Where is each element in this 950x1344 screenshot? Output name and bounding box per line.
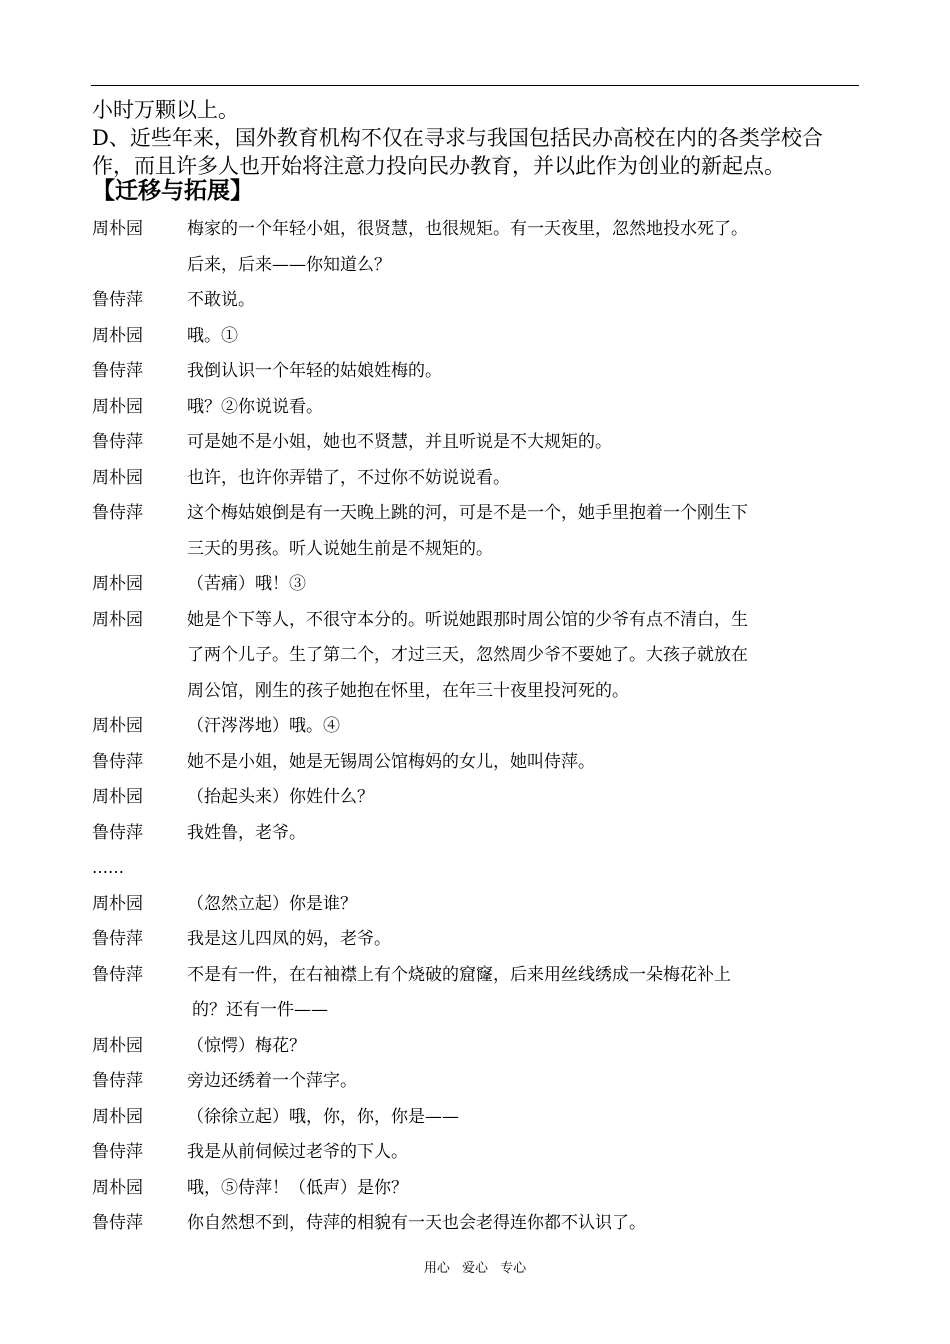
dialogue-line: 你自然想不到，侍萍的相貌有一天也会老得连你都不认识了。 [187, 1213, 646, 1233]
speaker-name: 周朴园 [92, 1178, 143, 1198]
intro-line: D、近些年来，国外教育机构不仅在寻求与我国包括民办高校在内的各类学校合 [92, 126, 823, 150]
footer-word: 专心 [500, 1261, 527, 1276]
ellipsis-text: …… [92, 858, 124, 877]
speaker-name: 鲁侍萍 [92, 965, 143, 985]
speaker-name: 周朴园 [92, 716, 143, 736]
dialogue-line: 也许，也许你弄错了，不过你不妨说说看。 [187, 468, 510, 488]
intro-line: 小时万颗以上。 [92, 98, 239, 122]
footer-word: 用心 [423, 1261, 450, 1276]
footer-word: 爱心 [461, 1261, 488, 1276]
speaker-name: 鲁侍萍 [92, 290, 143, 310]
dialogue-line: 不是有一件，在右袖襟上有个烧破的窟窿，后来用丝线绣成一朵梅花补上 [187, 965, 731, 985]
dialogue-line: 我倒认识一个年轻的姑娘姓梅的。 [187, 361, 442, 381]
intro-text [92, 96, 862, 180]
speaker-name: 鲁侍萍 [92, 1071, 143, 1091]
header-rule [91, 85, 859, 86]
speaker-name: 周朴园 [92, 894, 143, 914]
dialogue-line: 后来，后来——你知道么？ [187, 255, 391, 275]
dialogue-line: 我是这儿四凤的妈，老爷。 [187, 929, 391, 949]
dialogue-line: （苦痛）哦！③ [187, 574, 306, 594]
speaker-name: 周朴园 [92, 326, 143, 346]
dialogue-line: （徐徐立起）哦，你，你，你是—— [187, 1107, 459, 1127]
dialogue-line: 可是她不是小姐，她也不贤慧，并且听说是不大规矩的。 [187, 432, 612, 452]
dialogue-line: 哦。① [187, 326, 238, 346]
dialogue-line: 我姓鲁，老爷。 [187, 823, 306, 843]
dialogue-line: 哦？②你说说看。 [187, 397, 323, 417]
speaker-name: 鲁侍萍 [92, 1213, 143, 1233]
speaker-name: 鲁侍萍 [92, 1142, 143, 1162]
speaker-name: 周朴园 [92, 1036, 143, 1056]
dialogue-line: 梅家的一个年轻小姐，很贤慧，也很规矩。有一天夜里，忽然地投水死了。 [187, 219, 748, 239]
speaker-name: 周朴园 [92, 397, 143, 417]
dialogue-line: 我是从前伺候过老爷的下人。 [187, 1142, 408, 1162]
dialogue-line: 三天的男孩。听人说她生前是不规矩的。 [187, 539, 493, 559]
dialogue-line: （惊愕）梅花？ [187, 1036, 306, 1056]
speaker-name: 鲁侍萍 [92, 752, 143, 772]
intro-line: 作，而且许多人也开始将注意力投向民办教育，并以此作为创业的新起点。 [92, 154, 785, 178]
dialogue-line: 旁边还绣着一个萍字。 [187, 1071, 357, 1091]
speaker-name: 周朴园 [92, 574, 143, 594]
dialogue-line: （汗涔涔地）哦。④ [187, 716, 340, 736]
dialogue-line: 周公馆，刚生的孩子她抱在怀里，在年三十夜里投河死的。 [187, 681, 629, 701]
dialogue-line: 了两个儿子。生了第二个，才过三天，忽然周少爷不要她了。大孩子就放在 [187, 645, 748, 665]
speaker-name: 周朴园 [92, 468, 143, 488]
dialogue-line: 她是个下等人，不很守本分的。听说她跟那时周公馆的少爷有点不清白，生 [187, 610, 748, 630]
dialogue-line: 的？还有一件—— [192, 1000, 328, 1020]
dialogue-line: 这个梅姑娘倒是有一天晚上跳的河，可是不是一个，她手里抱着一个刚生下 [187, 503, 748, 523]
speaker-name: 周朴园 [92, 1107, 143, 1127]
dialogue-line: 哦，⑤侍萍！（低声）是你？ [187, 1178, 408, 1198]
speaker-name: 鲁侍萍 [92, 432, 143, 452]
speaker-name: 鲁侍萍 [92, 823, 143, 843]
speaker-name: 周朴园 [92, 219, 143, 239]
dialogue-line: （忽然立起）你是谁？ [187, 894, 357, 914]
footer [0, 1260, 950, 1278]
speaker-name: 周朴园 [92, 610, 143, 630]
speaker-name: 鲁侍萍 [92, 361, 143, 381]
speaker-name: 周朴园 [92, 787, 143, 807]
dialogue-line: 她不是小姐，她是无锡周公馆梅妈的女儿，她叫侍萍。 [187, 752, 595, 772]
speaker-name: 鲁侍萍 [92, 929, 143, 949]
dialogue-line: 不敢说。 [187, 290, 255, 310]
speaker-name: 鲁侍萍 [92, 503, 143, 523]
section-title: 【迁移与拓展】 [92, 178, 253, 204]
dialogue-line: （抬起头来）你姓什么？ [187, 787, 374, 807]
